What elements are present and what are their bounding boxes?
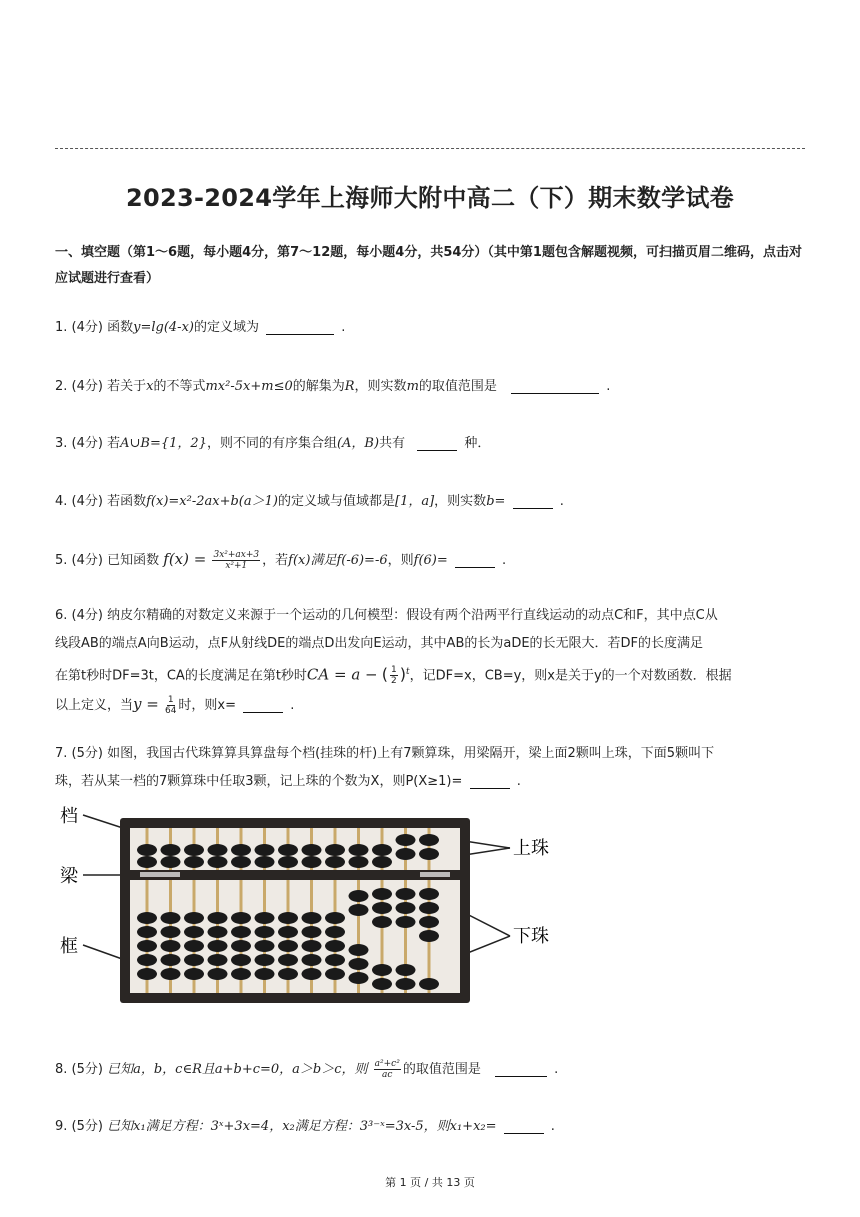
question-6: 6. (4分) 纳皮尔精确的对数定义来源于一个运动的几何模型：假设有两个沿两平行直线运动的动点C和F，其中点C从 线段AB的端点A向B运动，点F从射线DE的端点D出发向E运动，其中AB的长为aDE的长无限大．若DF的长度满足 在第t秒时DF=3t，CA的长度满足在第t秒时CA = a − ( $\frac{1}{2}$ )$^t$，记DF=x，CB=y，则x是关于y的一个对数函数．根据 以上定义，当y = $\frac{1}{64}$ 时，则x= . bbox=[55, 608, 732, 717]
lower-bead bbox=[184, 940, 204, 952]
lower-bead bbox=[278, 968, 298, 980]
lower-bead bbox=[349, 904, 369, 916]
lower-bead bbox=[208, 912, 228, 924]
lower-bead bbox=[137, 954, 157, 966]
upper-bead bbox=[137, 856, 157, 868]
upper-bead bbox=[302, 856, 322, 868]
lower-bead bbox=[302, 912, 322, 924]
upper-bead bbox=[372, 856, 392, 868]
upper-bead bbox=[349, 844, 369, 856]
lower-bead bbox=[255, 954, 275, 966]
lower-bead bbox=[278, 926, 298, 938]
lower-bead bbox=[231, 968, 251, 980]
answer-blank-7[interactable] bbox=[470, 774, 510, 789]
label-liang: 梁 bbox=[60, 866, 78, 887]
lower-bead bbox=[137, 926, 157, 938]
lower-bead bbox=[278, 940, 298, 952]
upper-bead bbox=[161, 844, 181, 856]
upper-bead bbox=[255, 844, 275, 856]
lower-bead bbox=[396, 978, 416, 990]
upper-bead bbox=[419, 848, 439, 860]
lower-bead bbox=[208, 954, 228, 966]
lower-bead bbox=[372, 916, 392, 928]
lower-bead bbox=[161, 968, 181, 980]
upper-bead bbox=[208, 856, 228, 868]
abacus-figure bbox=[55, 800, 565, 1025]
lower-bead bbox=[349, 890, 369, 902]
answer-blank-4[interactable] bbox=[513, 494, 553, 509]
question-7: 7. (5分) 如图，我国古代珠算算具算盘每个档(挂珠的杆)上有7颗算珠，用梁隔开，梁上面2颗叫上珠，下面5颗叫下 珠，若从某一档的7颗算珠中任取3颗，记上珠的个数为X，则P(X≥1)= . bbox=[55, 746, 715, 789]
label-dang: 档 bbox=[60, 806, 78, 827]
upper-bead bbox=[255, 856, 275, 868]
lower-bead bbox=[255, 940, 275, 952]
answer-blank-8[interactable] bbox=[495, 1062, 547, 1077]
upper-bead bbox=[325, 856, 345, 868]
lower-bead bbox=[208, 940, 228, 952]
lower-bead bbox=[419, 916, 439, 928]
lower-bead bbox=[396, 888, 416, 900]
answer-blank-9[interactable] bbox=[504, 1119, 544, 1134]
question-9: 9. (5分) 已知x₁满足方程：3ˣ+3x=4，x₂满足方程：3³⁻ˣ=3x-5，则x₁+x₂= . bbox=[55, 1119, 555, 1134]
header-divider bbox=[55, 148, 805, 149]
lower-bead bbox=[137, 968, 157, 980]
upper-bead bbox=[161, 856, 181, 868]
lower-bead bbox=[161, 912, 181, 924]
page-title: 2023-2024学年上海师大附中高二（下）期末数学试卷 bbox=[126, 184, 734, 212]
lower-bead bbox=[372, 978, 392, 990]
lower-bead bbox=[231, 912, 251, 924]
upper-bead bbox=[396, 834, 416, 846]
answer-blank-6[interactable] bbox=[243, 698, 283, 713]
lower-bead bbox=[419, 978, 439, 990]
lower-bead bbox=[419, 902, 439, 914]
upper-bead bbox=[396, 848, 416, 860]
lower-bead bbox=[349, 958, 369, 970]
lower-bead bbox=[372, 902, 392, 914]
lower-bead bbox=[325, 912, 345, 924]
answer-blank-5[interactable] bbox=[455, 553, 495, 568]
question-8: 8. (5分) 已知a，b，c∈R且a+b+c=0，a＞b＞c，则 $\frac{\text{a²+c²}}{ac}$ 的取值范围是 . bbox=[55, 1059, 559, 1080]
lower-bead bbox=[208, 968, 228, 980]
upper-bead bbox=[184, 856, 204, 868]
lower-bead bbox=[278, 912, 298, 924]
lower-bead bbox=[325, 940, 345, 952]
lower-bead bbox=[255, 968, 275, 980]
upper-bead bbox=[325, 844, 345, 856]
lower-bead bbox=[419, 930, 439, 942]
question-2: 2. (4分) 若关于x的不等式mx²-5x+m≤0的解集为R，则实数m的取值范围是 . bbox=[55, 379, 611, 394]
answer-blank-2[interactable] bbox=[511, 379, 599, 394]
lower-bead bbox=[349, 972, 369, 984]
question-4: 4. (4分) 若函数f(x)=x²-2ax+b(a＞1)的定义域与值域都是[1，a]，则实数b= . bbox=[55, 494, 564, 509]
lower-bead bbox=[184, 926, 204, 938]
lower-bead bbox=[419, 888, 439, 900]
lower-bead bbox=[325, 954, 345, 966]
label-xiazhu: 下珠 bbox=[513, 926, 549, 947]
lower-bead bbox=[161, 940, 181, 952]
lower-bead bbox=[184, 968, 204, 980]
lower-bead bbox=[396, 902, 416, 914]
label-kuang: 框 bbox=[60, 936, 78, 957]
lower-bead bbox=[161, 954, 181, 966]
upper-bead bbox=[184, 844, 204, 856]
lower-bead bbox=[255, 912, 275, 924]
lower-bead bbox=[302, 926, 322, 938]
upper-bead bbox=[278, 844, 298, 856]
question-1: 1. (4分) 函数y=lg(4-x)的定义域为 . bbox=[55, 320, 346, 335]
upper-bead bbox=[302, 844, 322, 856]
upper-bead bbox=[278, 856, 298, 868]
upper-bead bbox=[349, 856, 369, 868]
upper-bead bbox=[137, 844, 157, 856]
lower-bead bbox=[231, 926, 251, 938]
lower-bead bbox=[137, 940, 157, 952]
lower-bead bbox=[137, 912, 157, 924]
question-5: 5. (4分) 已知函数 f(x) = $\frac{\text{3x²+ax+3}}{\text{x²+1}}$ ，若f(x)满足f(-6)=-6，则f(6)= . bbox=[55, 550, 507, 571]
fraction: $\frac{\text{3x²+ax+3}}{\text{x²+1}}$ bbox=[213, 550, 260, 571]
section-heading: 一、填空题（第1～6题，每小题4分，第7～12题，每小题4分，共54分）（其中第1题包含解题视频，可扫描页眉二维码，点击对应试题进行查看） bbox=[55, 245, 802, 286]
lower-bead bbox=[302, 940, 322, 952]
label-shangzhu: 上珠 bbox=[513, 838, 549, 859]
lower-bead bbox=[349, 944, 369, 956]
question-3: 3. (4分) 若A∪B={1，2}，则不同的有序集合组(A，B)共有 种． bbox=[55, 436, 491, 451]
lower-bead bbox=[396, 916, 416, 928]
upper-bead bbox=[208, 844, 228, 856]
lower-bead bbox=[372, 888, 392, 900]
lower-bead bbox=[231, 940, 251, 952]
lower-bead bbox=[325, 968, 345, 980]
lower-bead bbox=[278, 954, 298, 966]
lower-bead bbox=[161, 926, 181, 938]
lower-bead bbox=[231, 954, 251, 966]
page-footer: 第 1 页 / 共 13 页 bbox=[385, 1176, 475, 1189]
upper-bead bbox=[419, 834, 439, 846]
answer-blank-3[interactable] bbox=[417, 436, 457, 451]
lower-bead bbox=[184, 912, 204, 924]
lower-bead bbox=[302, 954, 322, 966]
lower-bead bbox=[325, 926, 345, 938]
lower-bead bbox=[396, 964, 416, 976]
upper-bead bbox=[372, 844, 392, 856]
lower-bead bbox=[208, 926, 228, 938]
lower-bead bbox=[302, 968, 322, 980]
upper-bead bbox=[231, 844, 251, 856]
upper-bead bbox=[231, 856, 251, 868]
answer-blank-1[interactable] bbox=[266, 320, 334, 335]
lower-bead bbox=[372, 964, 392, 976]
lower-bead bbox=[255, 926, 275, 938]
lower-bead bbox=[184, 954, 204, 966]
